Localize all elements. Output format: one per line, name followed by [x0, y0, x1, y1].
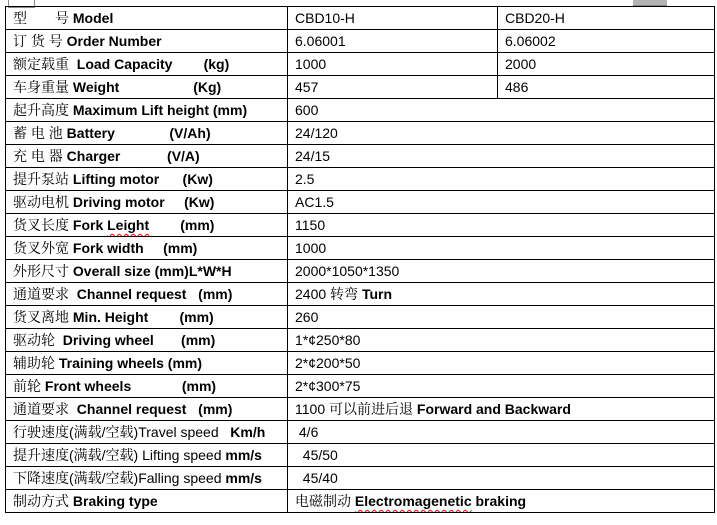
text-segment: 600 — [295, 102, 319, 118]
text-segment: Front wheels — [44, 378, 132, 394]
text-segment: 额定载重 — [13, 56, 77, 72]
spec-label-cell — [6, 122, 288, 145]
table-row — [6, 191, 715, 214]
text-segment: CBD20-H — [505, 10, 565, 26]
text-segment: Charger — [66, 148, 121, 164]
spec-value-cell — [288, 375, 715, 398]
spec-value-cell — [288, 122, 715, 145]
table-row — [6, 30, 715, 53]
spec-value-cell — [288, 421, 715, 444]
spec-label-cell — [6, 283, 288, 306]
text-segment: 电磁制动 — [295, 493, 355, 509]
text-segment: Battery — [66, 125, 115, 141]
text-segment: (mm) — [181, 378, 217, 394]
text-segment: 通道要求 — [13, 401, 77, 417]
text-segment: 45/40 — [295, 470, 338, 486]
spec-label-cell — [6, 352, 288, 375]
spec-label-cell — [6, 375, 288, 398]
spec-value-cell — [288, 53, 498, 76]
text-segment — [148, 309, 179, 325]
table-row — [6, 7, 715, 30]
text-segment — [119, 79, 193, 95]
text-segment: 2000*1050*1350 — [295, 263, 400, 279]
table-row — [6, 214, 715, 237]
text-segment — [120, 148, 167, 164]
text-segment — [165, 194, 184, 210]
spec-label-cell — [6, 30, 288, 53]
spec-value-cell — [288, 398, 715, 421]
text-segment — [149, 217, 180, 233]
text-segment: 24/15 — [295, 148, 331, 164]
spec-label-cell — [6, 237, 288, 260]
spec-value-cell — [288, 168, 715, 191]
text-segment: 蓄 电 池 — [13, 125, 67, 141]
spec-value-cell — [288, 7, 498, 30]
text-segment: Lifting motor — [72, 171, 160, 187]
spec-label-cell — [6, 145, 288, 168]
spec-value-cell — [288, 467, 715, 490]
text-segment: Km/h — [230, 424, 266, 440]
text-segment: 驱动电机 — [13, 194, 73, 210]
text-segment: 制动方式 — [13, 493, 73, 509]
spec-table-body — [6, 7, 715, 513]
table-row — [6, 283, 715, 306]
text-segment: 行驶速度(满载/空载)Travel speed — [13, 424, 219, 440]
text-segment: 辅助轮 — [13, 355, 59, 371]
text-segment — [115, 125, 169, 141]
spec-label-cell — [6, 467, 288, 490]
text-segment: (Kw) — [184, 194, 215, 210]
table-row — [6, 168, 715, 191]
text-segment: Fork width — [72, 240, 144, 256]
text-segment — [159, 171, 182, 187]
text-segment: braking — [471, 493, 527, 509]
text-segment: (V/Ah) — [169, 125, 211, 141]
spec-label-cell — [6, 7, 288, 30]
text-segment: (mm) — [163, 240, 198, 256]
text-segment: Overall size (mm)L*W*H — [72, 263, 232, 279]
text-segment: 2*¢300*75 — [295, 378, 361, 394]
text-segment: Fork — [72, 217, 108, 233]
spec-label-cell — [6, 490, 288, 513]
spec-value-cell — [288, 76, 498, 99]
text-segment: (mm) — [179, 309, 214, 325]
table-row — [6, 99, 715, 122]
text-segment: (Kw) — [182, 171, 213, 187]
text-segment — [219, 424, 231, 440]
spec-value-cell — [288, 145, 715, 168]
text-segment: 货叉外宽 — [13, 240, 73, 256]
text-segment: 通道要求 — [13, 286, 77, 302]
misspelled-word: Leight — [107, 217, 150, 233]
table-row — [6, 490, 715, 513]
text-segment: Turn — [361, 286, 393, 302]
spec-value-cell — [288, 329, 715, 352]
text-segment: 260 — [295, 309, 319, 325]
text-segment: mm/s — [225, 447, 262, 463]
misspelled-word: Electromagenetic — [354, 493, 472, 509]
text-segment: 1100 可以前进后退 — [295, 401, 417, 417]
text-segment: Channel request — [76, 286, 187, 302]
table-row — [6, 145, 715, 168]
spec-value-cell — [288, 260, 715, 283]
text-segment: 外形尺寸 — [13, 263, 73, 279]
text-segment: (mm) — [198, 286, 233, 302]
text-segment: 前轮 — [13, 378, 45, 394]
text-segment: (mm) — [181, 332, 216, 348]
spec-value-cell — [498, 53, 715, 76]
text-segment — [144, 240, 163, 256]
spec-value-cell — [288, 99, 715, 122]
text-segment: CBD10-H — [295, 10, 355, 26]
table-row — [6, 421, 715, 444]
spec-label-cell — [6, 53, 288, 76]
text-segment: (mm) — [180, 217, 215, 233]
table-row — [6, 352, 715, 375]
text-segment: 1*¢250*80 — [295, 332, 361, 348]
text-segment: Forward and Backward — [416, 401, 571, 417]
text-segment: (V/A) — [167, 148, 200, 164]
text-segment — [186, 401, 198, 417]
spec-value-cell — [498, 76, 715, 99]
text-segment: Braking type — [72, 493, 158, 509]
table-row — [6, 53, 715, 76]
text-segment — [154, 332, 181, 348]
text-segment: 型 号 — [13, 10, 73, 26]
spec-label-cell — [6, 191, 288, 214]
text-segment: 2*¢200*50 — [295, 355, 361, 371]
text-segment: Driving wheel — [62, 332, 154, 348]
spec-value-cell — [498, 30, 715, 53]
text-segment: 4/6 — [295, 424, 319, 440]
text-segment: AC1.5 — [295, 194, 334, 210]
text-segment: 2000 — [505, 56, 537, 72]
text-segment: 订 货 号 — [13, 33, 67, 49]
text-segment: Load Capacity — [76, 56, 173, 72]
spec-value-cell — [288, 352, 715, 375]
spec-value-cell — [288, 490, 715, 513]
spec-value-cell — [288, 306, 715, 329]
text-segment: 车身重量 — [13, 79, 73, 95]
spec-label-cell — [6, 99, 288, 122]
text-segment: (mm) — [198, 401, 233, 417]
spec-label-cell — [6, 306, 288, 329]
text-segment: 1000 — [295, 56, 327, 72]
text-segment: 6.06001 — [295, 33, 346, 49]
text-segment: 充 电 器 — [13, 148, 67, 164]
table-row — [6, 375, 715, 398]
table-row — [6, 122, 715, 145]
text-segment: 24/120 — [295, 125, 338, 141]
text-segment: 45/50 — [295, 447, 338, 463]
spec-value-cell — [498, 7, 715, 30]
table-row — [6, 467, 715, 490]
spec-label-cell — [6, 329, 288, 352]
spec-label-cell — [6, 444, 288, 467]
spec-table — [5, 6, 715, 513]
text-segment: Order Number — [66, 33, 162, 49]
text-segment — [172, 56, 203, 72]
spec-value-cell — [288, 237, 715, 260]
table-row — [6, 237, 715, 260]
text-segment: Maximum Lift height (mm) — [72, 102, 248, 118]
text-segment: 2.5 — [295, 171, 315, 187]
text-segment: (Kg) — [193, 79, 222, 95]
text-segment: 货叉离地 — [13, 309, 73, 325]
text-segment: 1150 — [295, 217, 326, 233]
table-row — [6, 444, 715, 467]
text-segment: Training wheels (mm) — [58, 355, 203, 371]
spec-value-cell — [288, 444, 715, 467]
spec-value-cell — [288, 30, 498, 53]
spec-label-cell — [6, 168, 288, 191]
spec-label-cell — [6, 214, 288, 237]
text-segment: 货叉长度 — [13, 217, 73, 233]
spec-label-cell — [6, 76, 288, 99]
text-segment: 1000 — [295, 240, 327, 256]
spec-value-cell — [288, 214, 715, 237]
text-segment: 起升高度 — [13, 102, 73, 118]
table-row — [6, 329, 715, 352]
table-row — [6, 260, 715, 283]
spec-value-cell — [288, 191, 715, 214]
spec-value-cell — [288, 283, 715, 306]
text-segment: Weight — [72, 79, 120, 95]
text-segment: Channel request — [76, 401, 187, 417]
text-segment: (kg) — [203, 56, 230, 72]
text-segment: 2400 转弯 — [295, 286, 362, 302]
table-row — [6, 76, 715, 99]
text-segment: 486 — [505, 79, 529, 95]
text-segment: Model — [72, 10, 114, 26]
table-row — [6, 398, 715, 421]
text-segment: 下降速度(满载/空载)Falling speed — [13, 470, 226, 486]
text-segment — [186, 286, 198, 302]
table-row — [6, 306, 715, 329]
text-segment: Min. Height — [72, 309, 149, 325]
text-segment: Driving motor — [72, 194, 165, 210]
text-segment: 提升泵站 — [13, 171, 73, 187]
text-segment: 驱动轮 — [13, 332, 63, 348]
text-segment: mm/s — [225, 470, 262, 486]
text-segment — [131, 378, 182, 394]
spec-label-cell — [6, 260, 288, 283]
text-segment: 提升速度(满载/空载) Lifting speed — [13, 447, 226, 463]
text-segment: 457 — [295, 79, 319, 95]
text-segment: 6.06002 — [505, 33, 556, 49]
spec-label-cell — [6, 398, 288, 421]
spec-label-cell — [6, 421, 288, 444]
